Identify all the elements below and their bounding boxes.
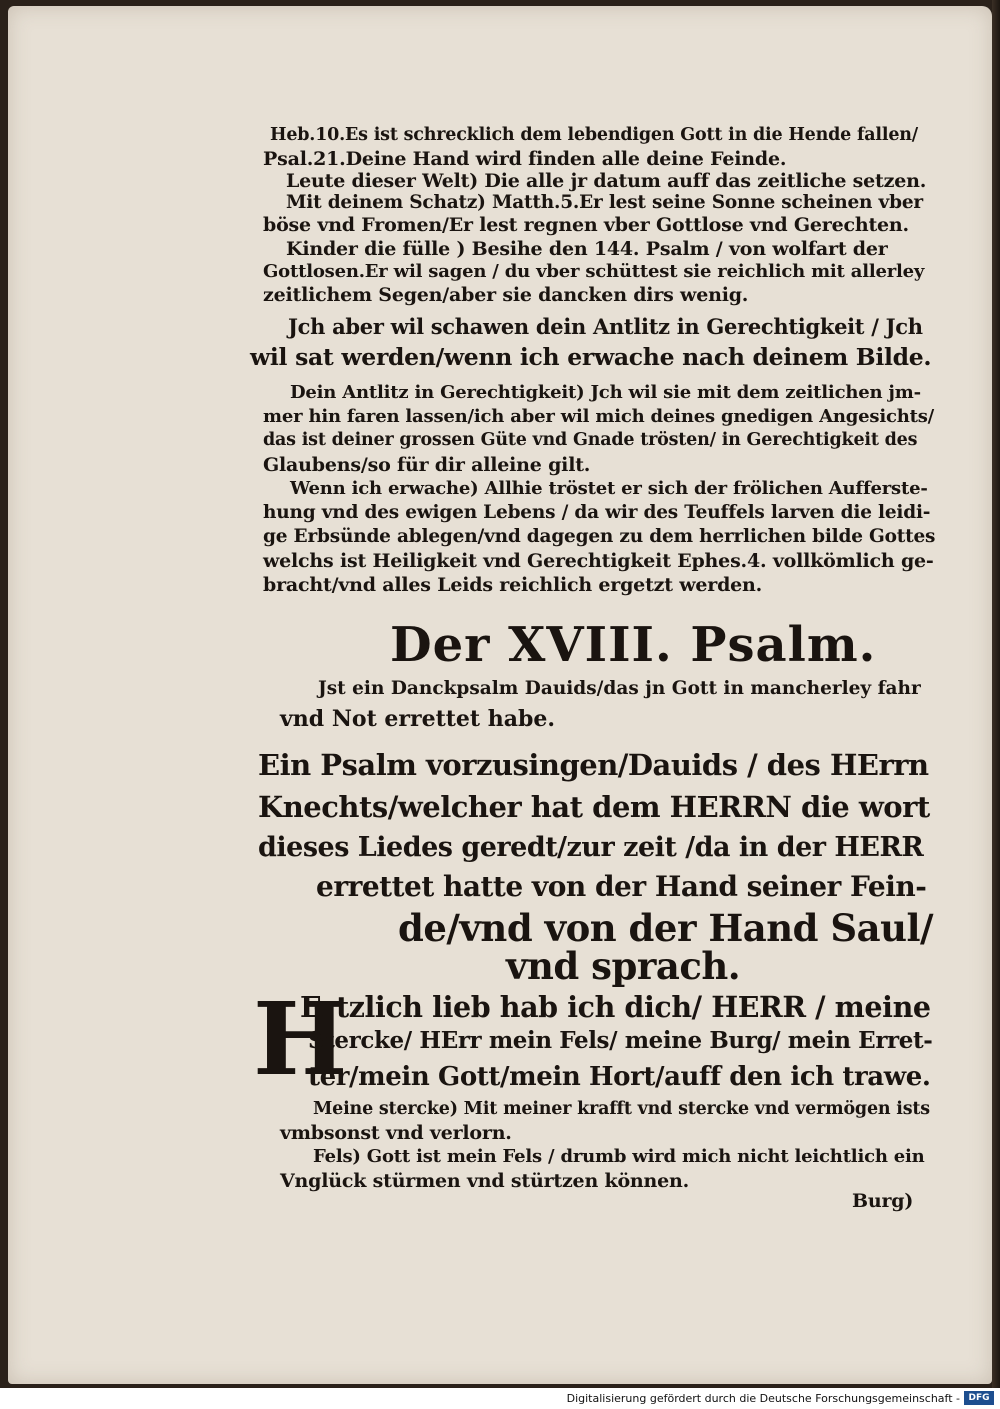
commentary-line: bracht/vnd alles Leids reichlich ergetzt werden. <box>263 574 763 596</box>
summary-line: Jst ein Danckpsalm Dauids/das jn Gott in mancherley fahr <box>318 678 921 699</box>
verse-line: Stercke/ HErr mein Fels/ meine Burg/ mein Erret- <box>308 1027 933 1054</box>
verse-line: Jch aber wil schawen dein Antlitz in Gerechtigkeit / Jch <box>288 314 923 339</box>
dfg-logo: DFG <box>964 1391 994 1405</box>
commentary-line: Leute dieser Welt) Die alle jr datum auff das zeitliche setzen. <box>286 170 927 192</box>
commentary-line: Kinder die fülle ) Besihe den 144. Psalm / von wolfart der <box>286 238 888 260</box>
superscription-line: errettet hatte von der Hand seiner Fein- <box>316 870 927 903</box>
commentary-line: böse vnd Fromen/Er lest regnen vber Gottlose vnd Gerechten. <box>263 214 909 236</box>
commentary-line: Mit deinem Schatz) Matth.5.Er lest seine Sonne scheinen vber <box>286 192 923 213</box>
commentary-line: mer hin faren lassen/ich aber wil mich deines gnedigen Angesichts/ <box>263 406 935 427</box>
commentary-line: Fels) Gott ist mein Fels / drumb wird mich nicht leichtlich ein <box>313 1146 925 1167</box>
commentary-line: hung vnd des ewigen Lebens / da wir des Teuffels larven die leidi- <box>263 502 931 523</box>
commentary-line: Wenn ich erwache) Allhie tröstet er sich der frölichen Aufferste- <box>290 478 928 499</box>
verse-line: Ertzlich lieb hab ich dich/ HERR / meine <box>300 990 931 1024</box>
psalm-title: Der XVIII. Psalm. <box>390 617 877 673</box>
commentary-line: vmbsonst vnd verlorn. <box>280 1122 512 1144</box>
verse-line: ter/mein Gott/mein Hort/auff den ich trawe. <box>308 1062 931 1092</box>
superscription-line: Knechts/welcher hat dem HERRN die wort <box>258 790 930 824</box>
commentary-line: welchs ist Heiligkeit vnd Gerechtigkeit Ephes.4. vollkömlich ge- <box>263 550 934 572</box>
commentary-line: Dein Antlitz in Gerechtigkeit) Jch wil sie mit dem zeitlichen jm- <box>290 382 921 403</box>
decorated-initial: H <box>253 980 348 1098</box>
commentary-line: Heb.10.Es ist schrecklich dem lebendigen Gott in die Hende fallen/ <box>270 125 918 145</box>
commentary-line: ge Erbsünde ablegen/vnd dagegen zu dem herrlichen bilde Gottes <box>263 526 936 547</box>
summary-line: vnd Not errettet habe. <box>280 706 556 732</box>
superscription-line: vnd sprach. <box>506 944 741 988</box>
footer-bar <box>0 1388 1000 1409</box>
book-edge <box>992 0 1000 1388</box>
superscription-line: dieses Liedes geredt/zur zeit /da in der HERR <box>258 832 924 863</box>
commentary-line: Psal.21.Deine Hand wird finden alle deine Feinde. <box>263 148 787 170</box>
commentary-line: Gottlosen.Er wil sagen / du vber schüttest sie reichlich mit allerley <box>263 261 925 282</box>
commentary-line: Vnglück stürmen vnd stürtzen können. <box>280 1170 690 1192</box>
verse-line: wil sat werden/wenn ich erwache nach deinem Bilde. <box>250 343 932 371</box>
catchword: Burg) <box>852 1190 914 1212</box>
commentary-line: Glaubens/so für dir alleine gilt. <box>263 454 591 476</box>
superscription-line: Ein Psalm vorzusingen/Dauids / des HErrn <box>258 748 929 782</box>
funding-notice: Digitalisierung gefördert durch die Deutsche Forschungsgemeinschaft - <box>566 1392 960 1405</box>
commentary-line: das ist deiner grossen Güte vnd Gnade trösten/ in Gerechtigkeit des <box>263 430 918 450</box>
superscription-line: de/vnd von der Hand Saul/ <box>398 906 934 950</box>
commentary-line: zeitlichem Segen/aber sie dancken dirs wenig. <box>263 284 749 306</box>
commentary-line: Meine stercke) Mit meiner krafft vnd stercke vnd vermögen ists <box>313 1099 930 1119</box>
